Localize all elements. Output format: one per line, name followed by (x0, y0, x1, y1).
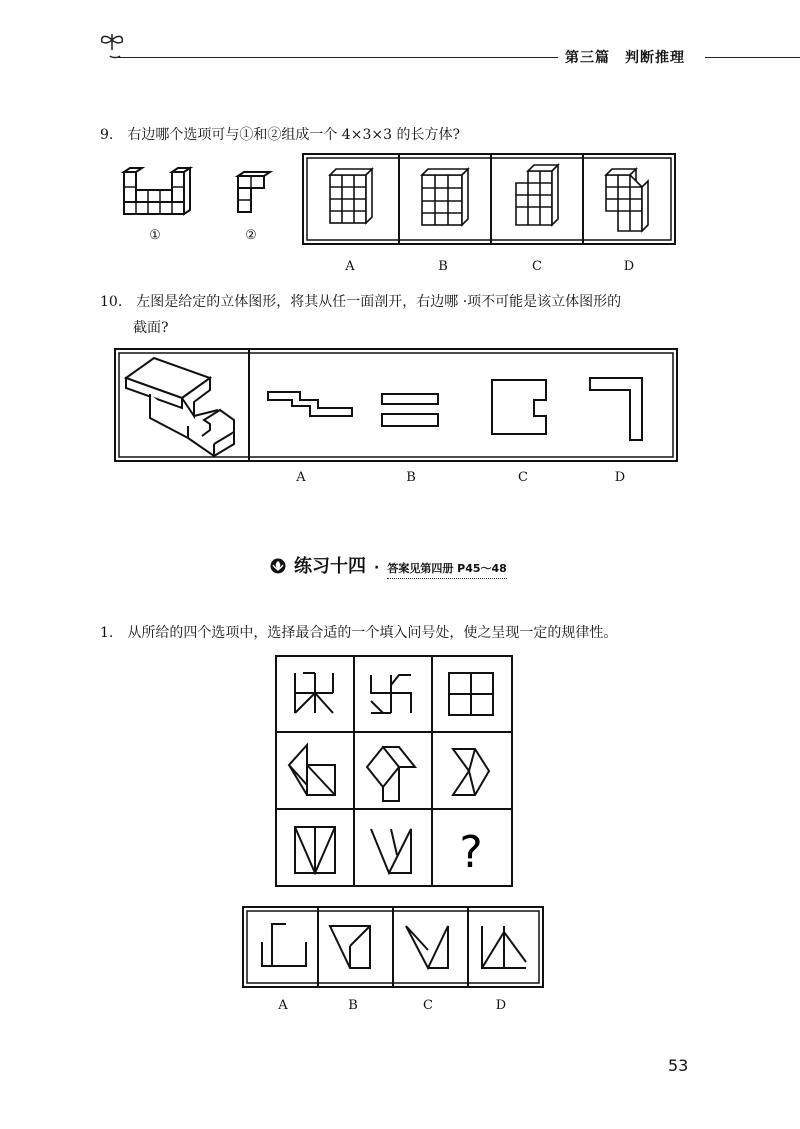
q10-figure-box (114, 348, 678, 462)
q10-option-b-label: B (406, 470, 416, 485)
q1-option-d-label: D (495, 998, 507, 1013)
page-number: 53 (668, 1056, 689, 1075)
q10-option-d-label: D (614, 470, 626, 485)
exercise-title-bullet: · (374, 560, 380, 576)
q9-option-a-label: A (345, 259, 355, 274)
q9-option-a-figure (330, 169, 372, 223)
question-1-text: 1. 从所给的四个选项中，选择最合适的一个填入问号处，使之呈现一定的规律性。 (100, 625, 618, 641)
header-rule-right (705, 57, 800, 58)
header-rule-left (118, 57, 558, 58)
q1-option-c-label: C (423, 998, 433, 1013)
exercise-title: 练习十四 (294, 556, 366, 577)
q9-option-b-label: B (438, 259, 448, 274)
q9-piece-2-figure (236, 170, 270, 214)
flower-bullet-icon (270, 558, 286, 574)
leaf-ornament-icon (98, 28, 128, 58)
matrix-question-mark: ? (459, 827, 483, 878)
q10-option-a-label: A (296, 470, 306, 485)
q9-option-d-label: D (623, 259, 635, 274)
question-10-text-line-1: 10. 左图是给定的立体图形，将其从任一面剖开，右边哪 ·项不可能是该立体图形的 (100, 294, 622, 310)
q1-option-b-label: B (348, 998, 358, 1013)
q9-piece-1-figure (118, 168, 190, 218)
q9-option-c-label: C (532, 259, 542, 274)
exercise-section-heading (270, 552, 507, 579)
q1-options-box (242, 906, 544, 988)
q9-option-b-figure (422, 169, 468, 225)
q1-matrix-grid (275, 655, 513, 887)
q9-options-box (302, 153, 676, 245)
question-10-text-line-2: 截面? (133, 320, 169, 336)
q9-piece-2-label: ② (245, 228, 257, 243)
answer-reference: 答案见第四册 P45～48 (387, 560, 507, 579)
q10-option-c-label: C (518, 470, 528, 485)
question-9-text: 9. 右边哪个选项可与①和②组成一个 4×3×3 的长方体? (100, 127, 460, 143)
q9-piece-1-label: ① (149, 228, 161, 243)
q1-option-a-label: A (278, 998, 288, 1013)
header-section-title: 第三篇 判断推理 (561, 47, 689, 67)
